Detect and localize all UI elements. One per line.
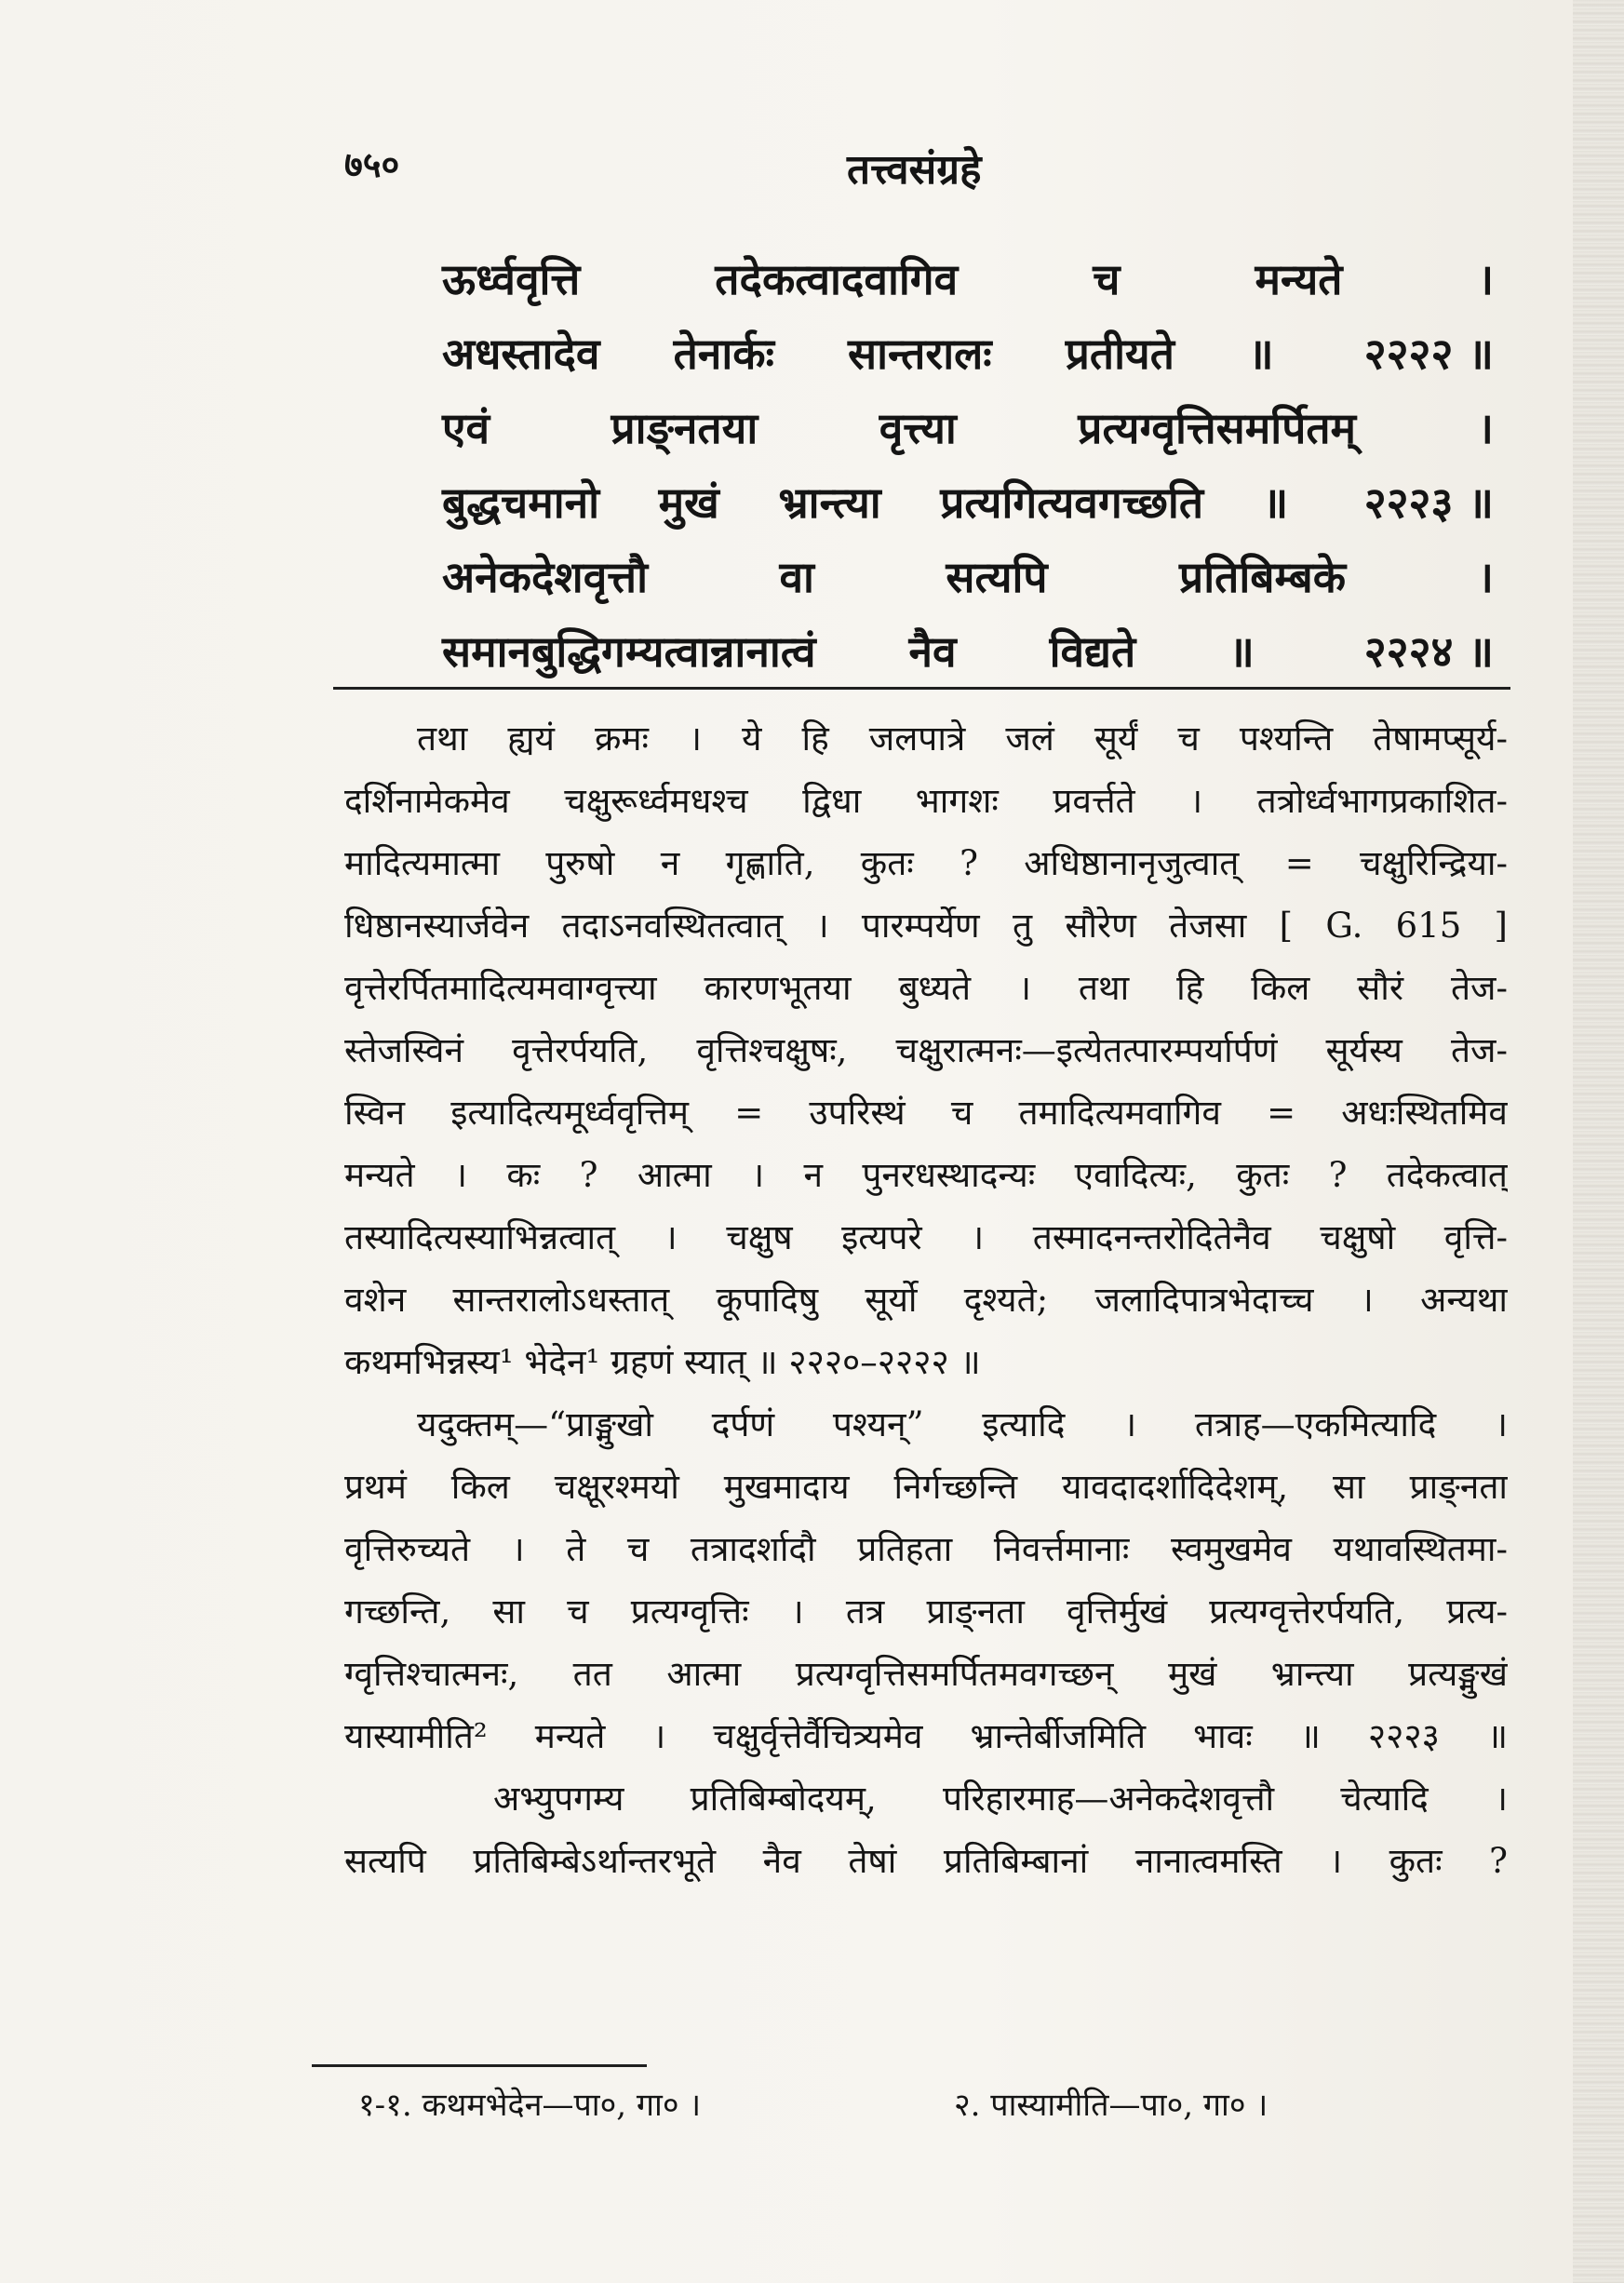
verse-number: २२२२ ॥ <box>1363 329 1494 379</box>
commentary-block <box>344 707 1508 1892</box>
commentary-line: वशेन सान्तरालोऽधस्तात् कूपादिषु सूर्यो दृश्यते; जलादिपात्रभेदाच्च । अन्यथा <box>344 1280 1508 1320</box>
footnote: १-१. कथमभेदेन—पा०, गा० । <box>358 2087 702 2124</box>
commentary-line: दर्शिनामेकमेव चक्षुरूर्ध्वमधश्च द्विधा भागशः प्रवर्त्तते । तत्रोर्ध्वभागप्रकाशित- <box>344 781 1508 821</box>
verse-word: प्रत्यग्वृत्तिसमर्पितम् <box>1078 403 1357 453</box>
verse-word: भ्रान्त्या <box>778 477 881 528</box>
commentary-line: तस्यादित्यस्याभिन्नत्वात् । चक्षुष इत्यपरे । तस्मादनन्तरोदितेनैव चक्षुषो वृत्ति- <box>344 1217 1508 1257</box>
verse-word: वृत्त्या <box>879 403 957 453</box>
page-edge <box>1573 0 1624 2283</box>
commentary-line: गच्छन्ति, सा च प्रत्यग्वृत्तिः । तत्र प्राङ्नता वृत्तिर्मुखं प्रत्यग्वृत्तेरर्पयति, प्रत्य- <box>344 1591 1508 1632</box>
commentary-line: धिष्ठानस्यार्जवेन तदाऽनवस्थितत्वात् । पारम्पर्येण तु सौरेण तेजसा [ G. 615 ] <box>344 906 1508 946</box>
verse-word: अधस्तादेव <box>442 329 600 379</box>
verse-word: ॥ <box>1228 626 1255 677</box>
footnote-divider <box>312 2064 647 2067</box>
verse-word: प्रत्यगित्यवगच्छति <box>940 477 1204 528</box>
page-number: ७५० <box>344 143 400 185</box>
verse-word: । <box>1477 552 1494 602</box>
section-divider <box>333 687 1510 690</box>
verse-word: ॥ <box>1248 329 1274 379</box>
verse-block <box>442 242 1494 689</box>
commentary-line: सत्यपि प्रतिबिम्बेऽर्थान्तरभूते नैव तेषां प्रतिबिम्बानां नानात्वमस्ति । कुतः ? <box>344 1841 1508 1881</box>
verse-word: ॥ <box>1262 477 1289 528</box>
verse-word: प्रतीयते <box>1065 329 1174 379</box>
commentary-line: मन्यते । कः ? आत्मा । न पुनरधस्थादन्यः एवादित्यः, कुतः ? तदेकत्वात् <box>344 1155 1508 1195</box>
commentary-line: मादित्यमात्मा पुरुषो न गृह्णाति, कुतः ? अधिष्ठानानृजुत्वात् = चक्षुरिन्द्रिया- <box>344 843 1508 883</box>
verse-word: अनेकदेशवृत्तौ <box>442 552 648 602</box>
verse-line <box>442 465 1494 540</box>
commentary-line: वृत्तेरर्पितमादित्यमवाग्वृत्त्या कारणभूतया बुध्यते । तथा हि किल सौरं तेज- <box>344 968 1508 1008</box>
page-header <box>344 140 1498 205</box>
commentary-line: अभ्युपगम्य प्रतिबिम्बोदयम्, परिहारमाह—अनेकदेशवृत्तौ चेत्यादि । <box>493 1779 1508 1819</box>
verse-word: च <box>1093 254 1121 304</box>
commentary-line: यदुक्तम्—“प्राङ्मुखो दर्पणं पश्यन्” इत्यादि । तत्राह—एकमित्यादि । <box>417 1404 1508 1444</box>
verse-word: एवं <box>442 403 490 453</box>
verse-word: बुद्धचमानो <box>442 477 600 528</box>
commentary-line: कथमभिन्नस्य¹ भेदेन¹ ग्रहणं स्यात् ॥ २२२०–२२२२ ॥ <box>344 1342 981 1382</box>
verse-word: विद्यते <box>1049 626 1136 677</box>
footnotes <box>358 2077 1401 2133</box>
verse-word: समानबुद्धिगम्यत्वान्नानात्वं <box>442 626 816 677</box>
commentary-line: यास्यामीति² मन्यते । चक्षुर्वृत्तेर्वैचित्र्यमेव भ्रान्तेर्बीजमिति भावः ॥ २२२३ ॥ <box>344 1716 1508 1756</box>
verse-word: तदेकत्वादवागिव <box>715 254 959 304</box>
verse-line <box>442 242 1494 316</box>
commentary-line: स्तेजस्विनं वृत्तेरर्पयति, वृत्तिश्चक्षुषः, चक्षुरात्मनः—इत्येतत्पारम्पर्यार्पणं सूर्यस्य तेज- <box>344 1030 1508 1070</box>
commentary-line: स्विन इत्यादित्यमूर्ध्ववृत्तिम् = उपरिस्थं च तमादित्यमवागिव = अधःस्थितमिव <box>344 1093 1508 1133</box>
verse-line <box>442 540 1494 614</box>
commentary-line: तथा ह्ययं क्रमः । ये हि जलपात्रे जलं सूर्यं च पश्यन्ति तेषामप्सूर्य- <box>417 718 1508 759</box>
verse-line <box>442 316 1494 391</box>
verse-word: प्रतिबिम्बके <box>1179 552 1347 602</box>
verse-word: वा <box>779 552 814 602</box>
verse-word: तेनार्कः <box>673 329 774 379</box>
verse-line <box>442 391 1494 465</box>
verse-word: ऊर्ध्ववृत्ति <box>442 254 581 304</box>
verse-word: नैव <box>908 626 957 677</box>
verse-number: २२२३ ॥ <box>1363 477 1494 528</box>
running-title: तत्त्वसंग्रहे <box>847 146 982 194</box>
verse-word: प्राङ्नतया <box>611 403 758 453</box>
commentary-line: वृत्तिरुच्यते । ते च तत्रादर्शादौ प्रतिहता निवर्त्तमानाः स्वमुखमेव यथावस्थितमा- <box>344 1529 1508 1569</box>
commentary-line: ग्वृत्तिश्चात्मनः, तत आत्मा प्रत्यग्वृत्तिसमर्पितमवगच्छन् मुखं भ्रान्त्या प्रत्यङ्मुखं <box>344 1654 1508 1694</box>
commentary-line: प्रथमं किल चक्षूरश्मयो मुखमादाय निर्गच्छन्ति यावदादर्शादिदेशम्, सा प्राङ्नता <box>344 1467 1508 1507</box>
verse-word: मुखं <box>658 477 719 528</box>
verse-word: । <box>1477 254 1494 304</box>
footnote: २. पास्यामीति—पा०, गा० । <box>954 2087 1268 2124</box>
verse-number: २२२४ ॥ <box>1363 626 1494 677</box>
verse-word: सत्यपि <box>946 552 1048 602</box>
verse-word: मन्यते <box>1255 254 1343 304</box>
verse-word: सान्तरालः <box>847 329 992 379</box>
verse-line <box>442 614 1494 689</box>
verse-word: । <box>1477 403 1494 453</box>
